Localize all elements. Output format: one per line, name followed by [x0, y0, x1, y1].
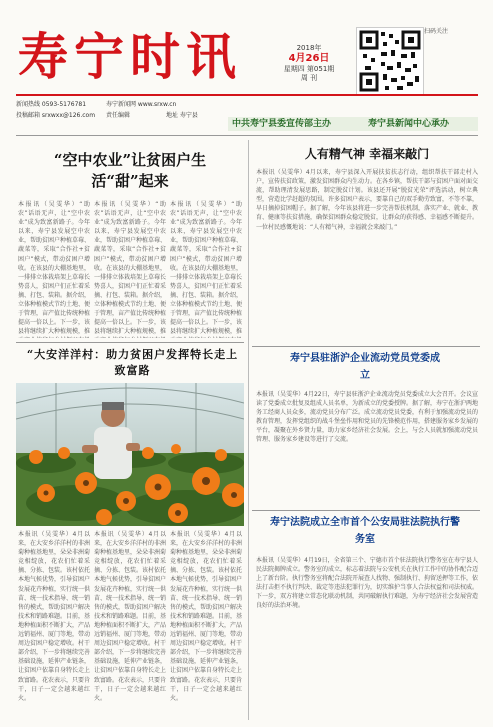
section-divider: [16, 342, 244, 343]
flower-farmer-photo: [16, 383, 244, 526]
newspaper-title: 寿宁时讯: [18, 27, 242, 86]
headline-court-police: 寿宁法院成立全市首个公安局驻法院执行警务室: [270, 517, 460, 545]
article2-body-col1: 本报讯（吴雯华）4月以来，在大安乡洋洋村的非洲菊种植基地里，朵朵非洲菊竞相绽放，花农们忙着采摘、分拣、包装。该村依托本地气候优势，引导贫困户发展花卉种植，实行统一供苗、统一技术指导、统一销售的模式，帮助贫困户解决技术和销路难题。目前，基地种植面积不断扩大，产品远销福州、厦门等地，带动周边贫困户稳定增收。村干部介绍，下一步将继续完善基础设施，延伸产业链条，让贫困户依靠自身特长走上致富路。花农表示，只要肯干，日子一定会越来越红火。: [18, 531, 90, 702]
masthead-rule: [16, 94, 478, 96]
article5-body: 本报讯（吴雯华）4月19日，全省第三个、宁德市首个驻法院执行警务室在寿宁县人民法院揭牌成立。警务室的成立，标志着法院与公安机关在执行工作中的协作配合迈上了新台阶。执行警务室将配合法院开展查人找物、强制执行、拘留送押等工作，依法打击拒不执行判决、裁定等违法犯罪行为，切实维护当事人合法权益和司法权威。下一步，双方将建立常态化联动机制，共同破解执行难题，为寿宁经济社会发展营造良好的法治环境。: [256, 557, 478, 610]
article4-body: 本报讯（吴雯华）4月22日，寿宁县驻浙沪企业流动党员党委成立大会召开。会议宣读了党委成立批复及组成人员名单，为新成立的党委授牌。据了解，寿宁在浙沪两地务工经商人员众多，流动党员分布广泛。成立流动党员党委，有利于加强流动党员的教育管理，发挥党组织的战斗堡垒作用和党员的先锋模范作用，搭建服务家乡发展的平台，凝聚在外乡贤力量，助力家乡经济社会发展。会上，与会人员就加强流动党员管理、服务家乡建设等进行了交流。: [256, 391, 478, 444]
column-divider: [248, 140, 249, 720]
host-organizer: 中共寿宁县委宣传部主办: [232, 119, 332, 129]
section-divider-2: [252, 346, 480, 347]
co-organizer: 寿宁县新闻中心承办: [368, 119, 450, 129]
qr-caption: 扫码关注: [424, 28, 449, 35]
article2-body-col3: 本报讯（吴雯华）4月以来，在大安乡洋洋村的非洲菊种植基地里，朵朵非洲菊竞相绽放，花农们忙着采摘、分拣、包装。该村依托本地气候优势，引导贫困户发展花卉种植，实行统一供苗、统一技术指导、统一销售的模式，帮助贫困户解决技术和销路难题。目前，基地种植面积不断扩大，产品远销福州、厦门等地，带动周边贫困户稳定增收。村干部介绍，下一步将继续完善基础设施，延伸产业链条，让贫困户依靠自身特长走上致富路。花农表示，只要肯干，日子一定会越来越红火。: [170, 531, 242, 702]
issue-date-block: [278, 44, 340, 83]
address-line: 地址 寿宁县: [166, 112, 198, 119]
submission-email[interactable]: 投稿邮箱 srxwxx@126.com: [16, 112, 96, 119]
header-divider: [16, 135, 478, 136]
article-body-col2: 本报讯（吴雯华）“助农”话语无声，让“空中农业”成为致富新路子。今年以来，寿宁县发展空中农业，帮助贫困户种植草莓、蔬菜等，采取“合作社+贫困户”模式，带动贫困户增收。在该县的大棚基地里，一排排立体栽培架上草莓长势喜人，贫困户们正忙着采摘、打包、装箱。据介绍，立体种植模式节约土地、便于管理，亩产值比传统种植提高一倍以上。下一步，该县将继续扩大种植规模，推: [94, 201, 166, 336]
issue-weekday-number: 星期四 第051期: [283, 65, 335, 73]
issue-year: 2018年: [296, 44, 322, 52]
qr-code-icon[interactable]: [356, 27, 424, 95]
sponsor-band: [228, 117, 478, 131]
headline-sky-agriculture: “空中农业”让贫困户生活“甜”起来: [53, 151, 207, 190]
headline-spirit-happiness: 人有精气神 幸福来敲门: [304, 147, 430, 161]
headline-yangyang-village: “大安洋洋村：助力贫困户发挥特长走上致富路: [26, 348, 239, 377]
article2-body-col2: 本报讯（吴雯华）4月以来，在大安乡洋洋村的非洲菊种植基地里，朵朵非洲菊竞相绽放，花农们忙着采摘、分拣、包装。该村依托本地气候优势，引导贫困户发展花卉种植，实行统一供苗、统一技术指导、统一销售的模式，帮助贫困户解决技术和销路难题。目前，基地种植面积不断扩大，产品远销福州、厦门等地，带动周边贫困户稳定增收。村干部介绍，下一步将继续完善基础设施，延伸产业链条，让贫困户依靠自身特长走上致富路。花农表示，只要肯干，日子一定会越来越红火。: [94, 531, 166, 702]
website-link[interactable]: 寿宁新闻网 www.srxw.cn: [106, 101, 177, 108]
article3-body: 本报讯（吴雯华）4月以来，寿宁县深入开展扶贫扶志行动，组织帮扶干部走村入户，宣传扶贫政策，激发贫困群众内生动力。在各乡镇，帮扶干部与贫困户面对面交流，帮助理清发展思路，制定脱贫计划。该县还开展“脱贫光荣”评选活动，树立典型，营造比学赶超的氛围。许多贫困户表示，要靠自己的双手勤劳致富，不等不靠，早日摘掉贫困帽子。据了解，今年该县将进一步完善帮扶机制，落实产业、就业、教育、健康等扶贫措施，确保贫困群众稳定脱贫，让群众的获得感、幸福感不断提升。一位村民感慨地说：“人有精气神，幸福就会来敲门。”: [256, 169, 478, 231]
issue-date: 4月26日: [288, 53, 330, 64]
section-divider-3: [252, 510, 480, 511]
headline-party-committee: 寿宁县驻浙沪企业流动党员党委成立: [290, 353, 440, 381]
editor-line: 责任编辑: [106, 112, 131, 119]
article-body-col1: 本报讯（吴雯华）“助农”话语无声，让“空中农业”成为致富新路子。今年以来，寿宁县发展空中农业，帮助贫困户种植草莓、蔬菜等，采取“合作社+贫困户”模式，带动贫困户增收。在该县的大棚基地里，一排排立体栽培架上草莓长势喜人，贫困户们正忙着采摘、打包、装箱。据介绍，立体种植模式节约土地、便于管理，亩产值比传统种植提高一倍以上。下一步，该县将继续扩大种植规模，推: [18, 201, 90, 336]
article-body-col3: 本报讯（吴雯华）“助农”话语无声，让“空中农业”成为致富新路子。今年以来，寿宁县发展空中农业，帮助贫困户种植草莓、蔬菜等，采取“合作社+贫困户”模式，带动贫困户增收。在该县的大棚基地里，一排排立体栽培架上草莓长势喜人，贫困户们正忙着采摘、打包、装箱。据介绍，立体种植模式节约土地、便于管理，亩产值比传统种植提高一倍以上。下一步，该县将继续扩大种植规模，推: [170, 201, 242, 336]
news-hotline: 新闻热线 0593-5176781: [16, 101, 87, 108]
issue-frequency: 周 刊: [300, 74, 318, 82]
